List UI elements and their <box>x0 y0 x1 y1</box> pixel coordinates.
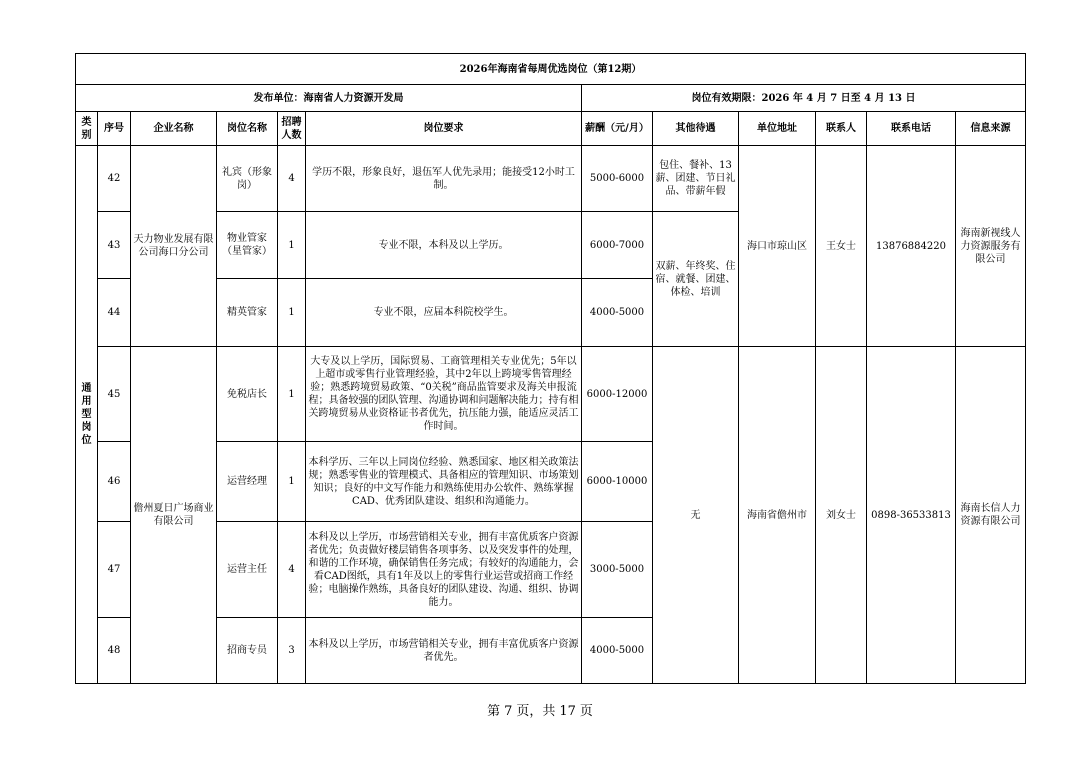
document-title: 2026年海南省每周优选岗位（第12期） <box>76 54 1026 85</box>
seq-cell: 43 <box>98 212 131 279</box>
validity-label: 岗位有效期限：2026 年 4 月 7 日至 4 月 13 日 <box>582 85 1026 112</box>
count-cell: 1 <box>278 442 306 522</box>
count-cell: 1 <box>278 212 306 279</box>
contact-cell: 刘女士 <box>816 347 867 684</box>
salary-cell: 3000-5000 <box>582 522 653 618</box>
job-table <box>75 53 1026 684</box>
count-cell: 4 <box>278 522 306 618</box>
seq-cell: 47 <box>98 522 131 618</box>
requirements-cell: 专业不限，应届本科院校学生。 <box>306 279 582 347</box>
phone-cell: 0898-36533813 <box>867 347 956 684</box>
category-cell: 通用型岗位 <box>76 146 98 684</box>
salary-cell: 5000-6000 <box>582 146 653 212</box>
benefits-cell: 双薪、年终奖、住宿、就餐、团建、体检、培训 <box>653 212 739 347</box>
header-row <box>76 112 1026 146</box>
benefits-cell: 无 <box>653 347 739 684</box>
footer-middle: 页，共 <box>516 704 556 719</box>
source-cell: 海南长信人力资源有限公司 <box>956 347 1026 684</box>
job-listing-sheet <box>75 53 1025 691</box>
source-cell: 海南新视线人力资源服务有限公司 <box>956 146 1026 347</box>
header-requirements: 岗位要求 <box>306 112 582 146</box>
header-position: 岗位名称 <box>217 112 278 146</box>
seq-cell: 42 <box>98 146 131 212</box>
seq-cell: 48 <box>98 618 131 684</box>
address-cell: 海口市琼山区 <box>739 146 816 347</box>
salary-cell: 6000-12000 <box>582 347 653 442</box>
address-cell: 海南省儋州市 <box>739 347 816 684</box>
requirements-cell: 专业不限，本科及以上学历。 <box>306 212 582 279</box>
footer-suffix: 页 <box>579 704 593 719</box>
contact-cell: 王女士 <box>816 146 867 347</box>
footer-page-number: 7 <box>504 704 513 719</box>
company-cell: 儋州夏日广场商业有限公司 <box>131 347 217 684</box>
position-cell: 物业管家（星管家） <box>217 212 278 279</box>
header-source: 信息来源 <box>956 112 1026 146</box>
requirements-cell: 本科及以上学历，市场营销相关专业，拥有丰富优质客户资源者优先。 <box>306 618 582 684</box>
seq-cell: 44 <box>98 279 131 347</box>
requirements-cell: 大专及以上学历，国际贸易、工商管理相关专业优先；5年以上超市或零售行业管理经验，其中2年以上跨境零售管理经验；熟悉跨境贸易政策、“0关税”商品监管要求及海关申报流程；具备较强的团队管理、沟通协调和问题解决能力；持有相关跨境贸易从业资格证书者优先，抗压能力强，能适应灵活工作时间。 <box>306 347 582 442</box>
salary-cell: 4000-5000 <box>582 279 653 347</box>
header-category: 类别 <box>76 112 98 146</box>
position-cell: 运营经理 <box>217 442 278 522</box>
requirements-cell: 本科学历、三年以上同岗位经验、熟悉国家、地区相关政策法规；熟悉零售业的管理模式、具备相应的管理知识、市场策划知识；良好的中文写作能力和熟练使用办公软件、熟练掌握CAD、优秀团队建设、组织和沟通能力。 <box>306 442 582 522</box>
header-phone: 联系电话 <box>867 112 956 146</box>
requirements-cell: 本科及以上学历，市场营销相关专业，拥有丰富优质客户资源者优先；负责做好楼层销售各项事务、以及突发事件的处理，和谐的工作环境，确保销售任务完成；有较好的沟通能力，会看CAD图纸，具有1年及以上的零售行业运营或招商工作经验；电脑操作熟练，具备良好的团队建设、沟通、组织、协调能力。 <box>306 522 582 618</box>
position-cell: 免税店长 <box>217 347 278 442</box>
count-cell: 1 <box>278 279 306 347</box>
position-cell: 招商专员 <box>217 618 278 684</box>
seq-cell: 46 <box>98 442 131 522</box>
header-contact: 联系人 <box>816 112 867 146</box>
position-cell: 运营主任 <box>217 522 278 618</box>
header-benefits: 其他待遇 <box>653 112 739 146</box>
header-salary: 薪酬（元/月） <box>582 112 653 146</box>
table-row <box>76 146 1026 212</box>
seq-cell: 45 <box>98 347 131 442</box>
publisher-label: 发布单位：海南省人力资源开发局 <box>76 85 582 112</box>
count-cell: 4 <box>278 146 306 212</box>
benefits-cell: 包住、餐补、13薪、团建、节日礼品、带薪年假 <box>653 146 739 212</box>
footer-total-pages: 17 <box>559 704 576 719</box>
page-footer <box>0 700 1080 719</box>
footer-prefix: 第 <box>487 704 501 719</box>
header-seq: 序号 <box>98 112 131 146</box>
header-company: 企业名称 <box>131 112 217 146</box>
header-address: 单位地址 <box>739 112 816 146</box>
position-cell: 精英管家 <box>217 279 278 347</box>
count-cell: 1 <box>278 347 306 442</box>
header-count: 招聘人数 <box>278 112 306 146</box>
salary-cell: 4000-5000 <box>582 618 653 684</box>
salary-cell: 6000-7000 <box>582 212 653 279</box>
count-cell: 3 <box>278 618 306 684</box>
table-row <box>76 347 1026 442</box>
company-cell: 天力物业发展有限公司海口分公司 <box>131 146 217 347</box>
position-cell: 礼宾（形象岗） <box>217 146 278 212</box>
requirements-cell: 学历不限，形象良好，退伍军人优先录用；能接受12小时工制。 <box>306 146 582 212</box>
salary-cell: 6000-10000 <box>582 442 653 522</box>
phone-cell: 13876884220 <box>867 146 956 347</box>
